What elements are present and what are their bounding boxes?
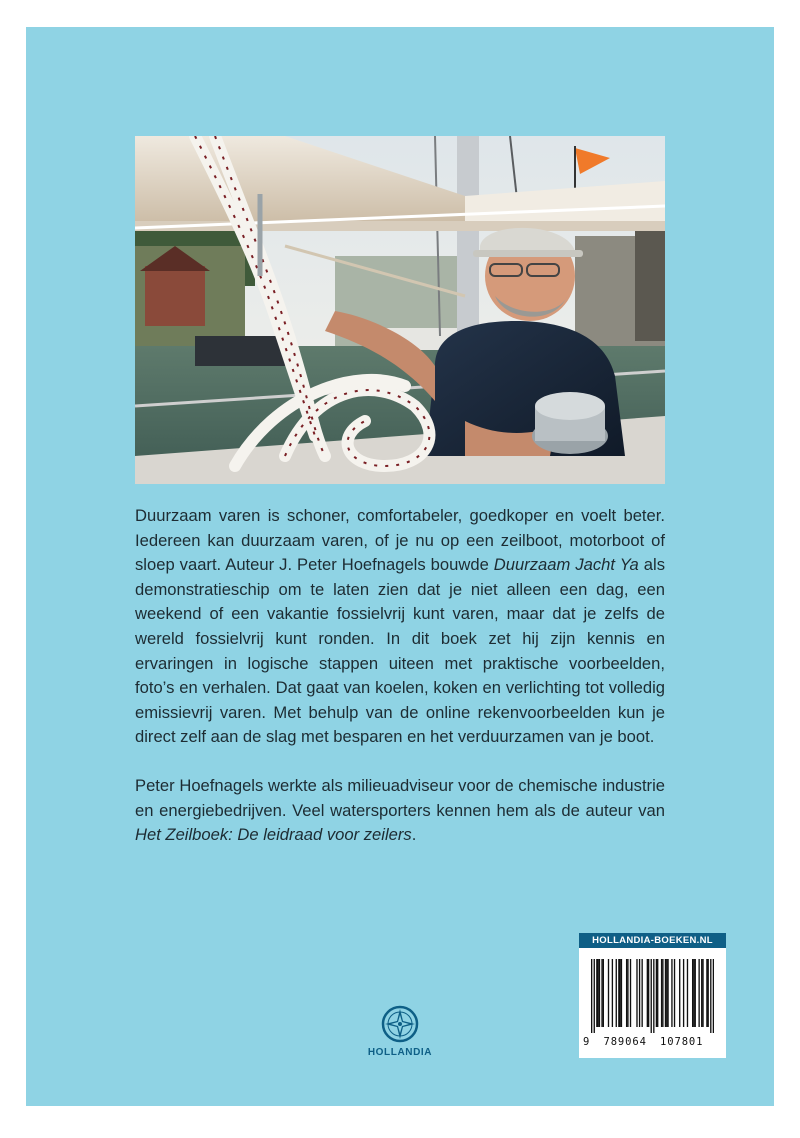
barcode-bar — [603, 959, 604, 1027]
description-text: Duurzaam varen is schoner, comfortabeler, goedkoper en voelt beter. Iedereen kan duurzaam varen, of je nu op een zeilboot, motorboot of sloep vaart. Auteur J. Peter Hoefnagels bouwde — [135, 506, 665, 575]
barcode-bar — [674, 959, 675, 1027]
barcode-bar — [630, 959, 631, 1027]
barcode-bar — [679, 959, 680, 1027]
barcode-bars — [591, 959, 714, 1033]
isbn-group-right: 107801 — [660, 1036, 704, 1048]
barcode-bar — [665, 959, 666, 1027]
barcode-bar — [692, 959, 693, 1027]
barcode-bar — [662, 959, 663, 1027]
barcode-bar — [713, 959, 714, 1033]
barcode-bar — [671, 959, 672, 1027]
ship-title: Duurzaam Jacht Ya — [493, 555, 639, 575]
barcode-bar — [639, 959, 640, 1027]
barcode-bar — [596, 959, 597, 1027]
barcode-bar — [666, 959, 667, 1027]
barcode-bar — [706, 959, 707, 1027]
barcode-bar — [656, 959, 657, 1027]
sailor-photo — [135, 136, 665, 484]
barcode-bar — [594, 959, 595, 1033]
barcode-bar — [618, 959, 619, 1027]
barcode-bar — [608, 959, 609, 1027]
barcode-bar — [683, 959, 684, 1027]
barcode-bar — [591, 959, 592, 1033]
isbn-digits — [583, 1036, 722, 1048]
compass-rose-icon — [381, 1005, 419, 1043]
barcode-bar — [701, 959, 702, 1027]
barcode-bar — [702, 959, 703, 1027]
barcode-bar — [636, 959, 637, 1027]
barcode-bar — [661, 959, 662, 1027]
publisher-logo — [365, 1005, 435, 1058]
barcode-bar — [601, 959, 602, 1027]
isbn-group-left: 789064 — [603, 1036, 647, 1048]
isbn-first-digit: 9 — [583, 1036, 591, 1048]
barcode-bar — [627, 959, 628, 1027]
barcode-bar — [641, 959, 642, 1027]
author-bio — [135, 774, 665, 848]
barcode-bar — [626, 959, 627, 1027]
barcode-bar — [653, 959, 654, 1033]
barcode-bar — [612, 959, 613, 1027]
barcode-bar — [648, 959, 649, 1027]
barcode-bar — [667, 959, 668, 1027]
description-rest: als demonstratieschip om te laten zien dat je niet alleen een dag, een weekend of een vakantie fossielvrij kunt varen, maar dat je zelfs de wereld fossielvrij kunt ronden. In dit boek zet hij zijn kennis en ervaringen in logische stappen uiteen met praktische voorbeelden, foto’s en verhalen. Dat gaat van koelen, koken en verlichting tot volledig emissievrij varen. Met behulp van de online rekenvoorbeelden kun je direct zelf aan de slag met besparen en het verduurzamen van je boot. — [135, 555, 665, 747]
other-book-title: Het Zeilboek: De leidraad voor zeilers — [135, 825, 412, 845]
publisher-name: HOLLANDIA — [367, 1047, 433, 1058]
barcode-bar — [687, 959, 688, 1027]
barcode-bar — [597, 959, 598, 1027]
barcode-bar — [647, 959, 648, 1027]
isbn-barcode — [579, 933, 726, 1058]
back-cover-text — [135, 504, 665, 848]
cover-photo — [135, 136, 665, 484]
barcode-bar — [651, 959, 652, 1033]
bio-end: . — [411, 825, 417, 845]
barcode-bar — [708, 959, 709, 1027]
barcode-bar — [619, 959, 620, 1027]
barcode-bar — [616, 959, 617, 1027]
barcode-bar — [693, 959, 694, 1027]
bio-text: Peter Hoefnagels werkte als milieuadviseur voor de chemische industrie en energiebedrijven. Veel watersporters kennen hem als de auteur van — [135, 775, 665, 820]
barcode-bar — [599, 959, 600, 1027]
barcode-bar — [695, 959, 696, 1027]
publisher-website: HOLLANDIA-BOEKEN.NL — [579, 933, 726, 948]
barcode-bar — [698, 959, 699, 1027]
barcode-bar — [621, 959, 622, 1027]
barcode-bar — [657, 959, 658, 1027]
book-description — [135, 504, 665, 750]
barcode-bar — [710, 959, 711, 1033]
